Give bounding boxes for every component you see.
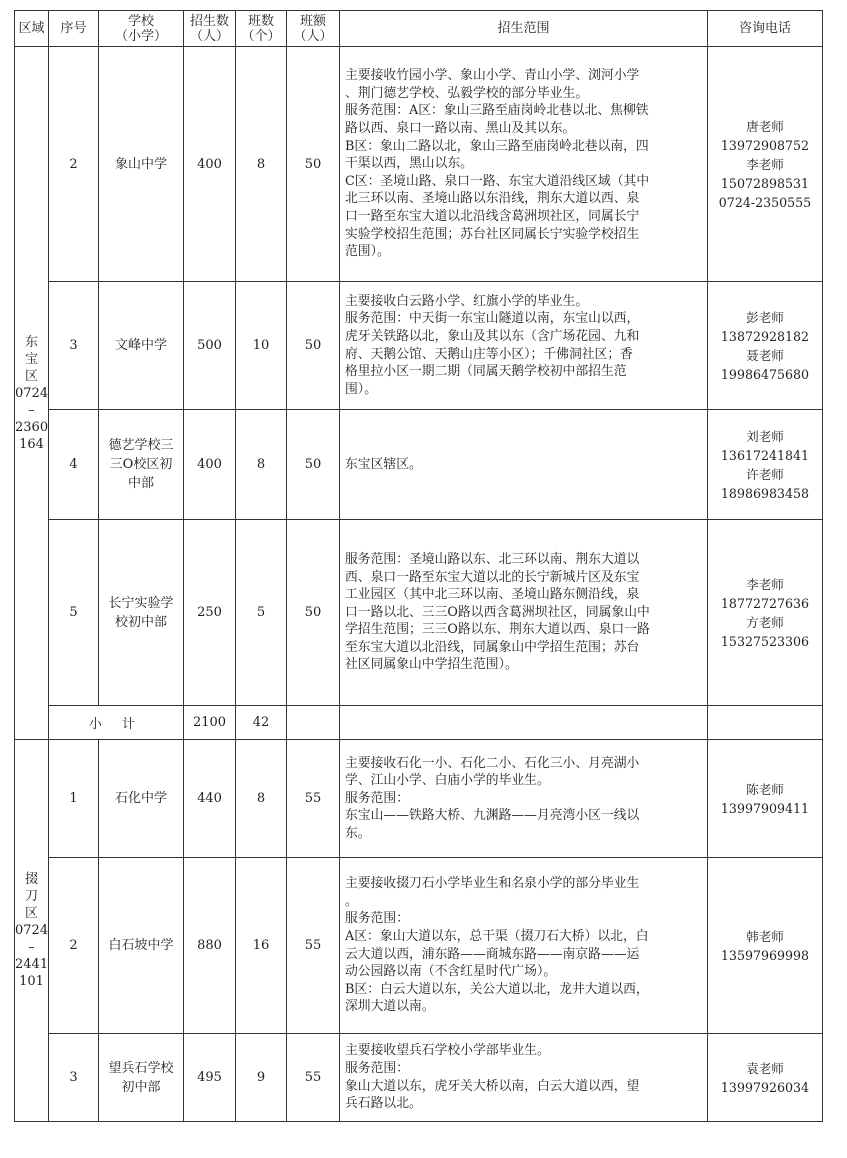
district-cell-line: 0724 (15, 385, 48, 401)
class-size: 50 (287, 410, 340, 520)
enrollment-scope-line: 西、泉口一路至东宝大道以北的长宁新城片区及东宝 (345, 569, 640, 585)
table-row (15, 1034, 823, 1122)
enrollment-scope-line: B区：象山二路以北，象山三路至庙岗岭北巷以南，四 (345, 138, 649, 154)
empty-cell (340, 706, 708, 740)
class-count: 8 (236, 47, 287, 282)
school-name-line: 白石坡中学 (108, 938, 174, 953)
contact-info-line: 唐老师 (746, 118, 784, 134)
enrollment-scope-line: 主要接收望兵石学校小学部毕业生。 (345, 1043, 550, 1059)
class-count: 10 (236, 282, 287, 410)
table-row (15, 520, 823, 706)
class-size: 50 (287, 47, 340, 282)
enrollment-scope-line: A区：象山大道以东，总干渠（掇刀石大桥）以北，白 (345, 928, 649, 944)
row-number: 3 (49, 1034, 99, 1122)
district-cell-line: – (28, 402, 35, 418)
enrollment-scope-line: 东宝山——铁路大桥、九渊路——月亮湾小区一线以 (345, 808, 640, 824)
class-size: 55 (287, 1034, 340, 1122)
district-cell-line: 164 (19, 436, 44, 452)
empty-cell (287, 706, 340, 740)
header-no: 序号 (49, 11, 99, 47)
school-name-line: 石化中学 (114, 791, 167, 806)
class-size: 55 (287, 858, 340, 1034)
class-count: 5 (236, 520, 287, 706)
enrollment-scope-line: 服务范围： (345, 911, 409, 927)
enrollment-scope (340, 282, 708, 410)
school-name (99, 740, 184, 858)
district-cell-line: – (28, 940, 35, 955)
school-name (99, 410, 184, 520)
enrollment-scope-line: 虎牙关铁路以北，象山及其以东（含广场花园、九和 (345, 328, 640, 344)
district-cell-line: 0724 (15, 923, 48, 938)
district-cell-line: 东 (24, 334, 38, 350)
subtotal-classes: 42 (236, 706, 287, 740)
enroll-count: 250 (184, 520, 236, 706)
class-size: 50 (287, 282, 340, 410)
contact-info-line: 13597969998 (720, 947, 810, 963)
header-district: 区域 (15, 11, 49, 47)
enrollment-scope (340, 740, 708, 858)
empty-cell (708, 706, 823, 740)
district-cell (15, 740, 49, 1122)
enrollment-scope-line: 主要接收掇刀石小学毕业生和名泉小学的部分毕业生 (345, 876, 640, 892)
district-cell-line: 2360 (15, 419, 48, 435)
enrollment-scope-line: 服务范围： (345, 1060, 409, 1076)
contact-info-line: 李老师 (746, 156, 784, 172)
enrollment-scope-line: 格里拉小区一期二期（同属天鹅学校初中部招生范 (345, 364, 627, 380)
school-name-line: 初中部 (121, 1079, 161, 1095)
contact-info (708, 520, 823, 706)
row-number: 2 (49, 858, 99, 1034)
enroll-count: 495 (184, 1034, 236, 1122)
contact-info-line: 0724-2350555 (718, 194, 812, 210)
school-name (99, 282, 184, 410)
table-row (15, 282, 823, 410)
header-school: 学校 （小学） (99, 11, 184, 47)
contact-info-line: 方老师 (746, 614, 784, 630)
enrollment-scope-line: 东宝区辖区。 (345, 456, 422, 472)
enrollment-scope-line: 主要接收白云路小学、红旗小学的毕业生。 (345, 293, 589, 309)
contact-info (708, 47, 823, 282)
contact-info-line: 15072898531 (720, 175, 810, 191)
school-name (99, 47, 184, 282)
school-name-line: 德艺学校三 (108, 438, 174, 453)
enrollment-scope-line: 至东宝大道以北沿线，同属象山中学招生范围；苏台 (345, 639, 640, 655)
enrollment-scope-line: 服务范围： (345, 790, 409, 806)
contact-info (708, 410, 823, 520)
contact-info-line: 陈老师 (746, 781, 784, 797)
row-number: 4 (49, 410, 99, 520)
contact-info-line: 刘老师 (746, 428, 784, 444)
district-cell-line: 区 (24, 368, 38, 384)
enrollment-scope-line: 路以西、泉口一路以南、黑山及其以东。 (345, 121, 576, 137)
district-cell-line: 宝 (24, 351, 38, 367)
header-class-size: 班额 （人） (287, 11, 340, 47)
district-cell-line: 刀 (24, 889, 38, 904)
contact-info-line: 15327523306 (720, 633, 810, 649)
district-cell (15, 47, 49, 740)
enrollment-scope-line: 北三环以南、圣境山路以东沿线，荆东大道以西、泉 (345, 191, 640, 207)
contact-info-line: 13997926034 (720, 1079, 810, 1095)
enrollment-table (14, 10, 823, 1122)
enrollment-scope-line: 。 (345, 893, 358, 909)
contact-info-line: 李老师 (746, 576, 784, 592)
enrollment-scope-line: 东。 (345, 825, 371, 841)
contact-info-line: 许老师 (746, 466, 784, 482)
contact-info-line: 袁老师 (746, 1060, 784, 1076)
subtotal-enroll: 2100 (184, 706, 236, 740)
row-number: 5 (49, 520, 99, 706)
school-name-line: 象山中学 (114, 156, 167, 172)
row-number: 2 (49, 47, 99, 282)
district-cell-line: 2441 (15, 957, 48, 972)
class-count: 8 (236, 740, 287, 858)
contact-info (708, 282, 823, 410)
enrollment-scope-line: 府、天鹅公馆、天鹅山庄等小区）；千佛洞社区；香 (345, 346, 633, 362)
enroll-count: 500 (184, 282, 236, 410)
contact-info-line: 韩老师 (746, 928, 784, 944)
enrollment-scope (340, 47, 708, 282)
enroll-count: 400 (184, 47, 236, 282)
contact-info (708, 1034, 823, 1122)
contact-info-line: 18986983458 (720, 485, 810, 501)
school-name-line: 长宁实验学 (108, 595, 174, 611)
contact-info-line: 18772727636 (720, 595, 810, 611)
header-classes: 班数 （个） (236, 11, 287, 47)
enrollment-scope-line: 动公园路以南（不含红星时代广场）。 (345, 964, 557, 980)
contact-info-line: 彭老师 (746, 309, 784, 325)
header-phone: 咨询电话 (708, 11, 823, 47)
enrollment-scope-line: 围）。 (345, 381, 377, 397)
header-row (15, 11, 823, 47)
class-size: 55 (287, 740, 340, 858)
row-number: 1 (49, 740, 99, 858)
contact-info (708, 740, 823, 858)
row-number: 3 (49, 282, 99, 410)
district-cell-line: 101 (19, 974, 44, 989)
subtotal-label: 小 计 (49, 706, 184, 740)
enroll-count: 400 (184, 410, 236, 520)
enrollment-scope-line: 学招生范围；三三O路以东、荆东大道以西、泉口一路 (345, 622, 650, 638)
table-row (15, 740, 823, 858)
enrollment-scope-line: 主要接收石化一小、石化二小、石化三小、月亮湖小 (345, 755, 640, 771)
contact-info (708, 858, 823, 1034)
enrollment-scope (340, 520, 708, 706)
enrollment-scope-line: 、荆门德艺学校、弘毅学校的部分毕业生。 (345, 85, 589, 101)
enrollment-scope-line: 云大道以西，浦东路——商城东路——南京路——运 (345, 946, 640, 962)
enrollment-scope-line: C区：圣境山路、泉口一路、东宝大道沿线区域（其中 (345, 173, 650, 189)
contact-info-line: 19986475680 (720, 366, 810, 382)
school-name-line: 文峰中学 (114, 338, 167, 353)
enrollment-scope-line: 干渠以西，黑山以东。 (345, 156, 473, 172)
enroll-count: 440 (184, 740, 236, 858)
header-scope: 招生范围 (340, 11, 708, 47)
enrollment-scope-line: 实验学校招生范围；苏台社区同属长宁实验学校招生 (345, 226, 640, 242)
enrollment-scope (340, 410, 708, 520)
class-count: 9 (236, 1034, 287, 1122)
school-name (99, 858, 184, 1034)
enrollment-scope-line: 服务范围：中天街一东宝山隧道以南，东宝山以西， (345, 311, 640, 327)
table-row (15, 47, 823, 282)
enrollment-scope-line: 象山大道以东，虎牙关大桥以南，白云大道以西，望 (345, 1078, 640, 1094)
enrollment-scope-line: 范围）。 (345, 244, 390, 260)
contact-info-line: 13997909411 (720, 800, 810, 816)
table-row (15, 410, 823, 520)
school-name-line: 中部 (127, 476, 154, 491)
enrollment-scope-line: 口一路至东宝大道以北沿线含葛洲坝社区，同属长宁 (345, 208, 640, 224)
school-name (99, 520, 184, 706)
table-row (15, 858, 823, 1034)
enrollment-scope-line: 社区同属象山中学招生范围）。 (345, 657, 518, 673)
class-size: 50 (287, 520, 340, 706)
contact-info-line: 13617241841 (720, 447, 810, 463)
class-count: 16 (236, 858, 287, 1034)
contact-info-line: 13872928182 (720, 328, 810, 344)
school-name-line: 望兵石学校 (108, 1060, 174, 1076)
enrollment-scope-line: B区：白云大道以东，关公大道以北，龙井大道以西， (345, 981, 649, 997)
enrollment-scope-line: 服务范围：圣境山路以东、北三环以南、荆东大道以 (345, 551, 640, 567)
enroll-count: 880 (184, 858, 236, 1034)
school-name-line: 校初中部 (114, 614, 167, 630)
enrollment-scope (340, 858, 708, 1034)
school-name (99, 1034, 184, 1122)
contact-info-line: 聂老师 (746, 347, 784, 363)
contact-info-line: 13972908752 (720, 137, 810, 153)
district-cell-line: 掇 (24, 872, 38, 887)
enrollment-scope-line: 学、江山小学、白庙小学的毕业生。 (345, 773, 550, 789)
header-enroll: 招生数 （人） (184, 11, 236, 47)
district-cell-line: 区 (24, 906, 38, 921)
school-name-line: 三O校区初 (109, 457, 173, 472)
enrollment-scope-line: 深圳大道以南。 (345, 999, 435, 1015)
enrollment-scope-line: 工业园区（其中北三环以南、圣境山路东侧沿线，泉 (345, 587, 640, 603)
enrollment-scope-line: 主要接收竹园小学、象山小学、青山小学、浏河小学 (345, 68, 640, 84)
enrollment-scope (340, 1034, 708, 1122)
enrollment-scope-line: 口一路以北、三三O路以西含葛洲坝社区，同属象山中 (345, 604, 650, 620)
class-count: 8 (236, 410, 287, 520)
enrollment-scope-line: 兵石路以北。 (345, 1096, 422, 1112)
subtotal-row (15, 706, 823, 740)
enrollment-scope-line: 服务范围：A区：象山三路至庙岗岭北巷以北、焦柳铁 (345, 103, 649, 119)
